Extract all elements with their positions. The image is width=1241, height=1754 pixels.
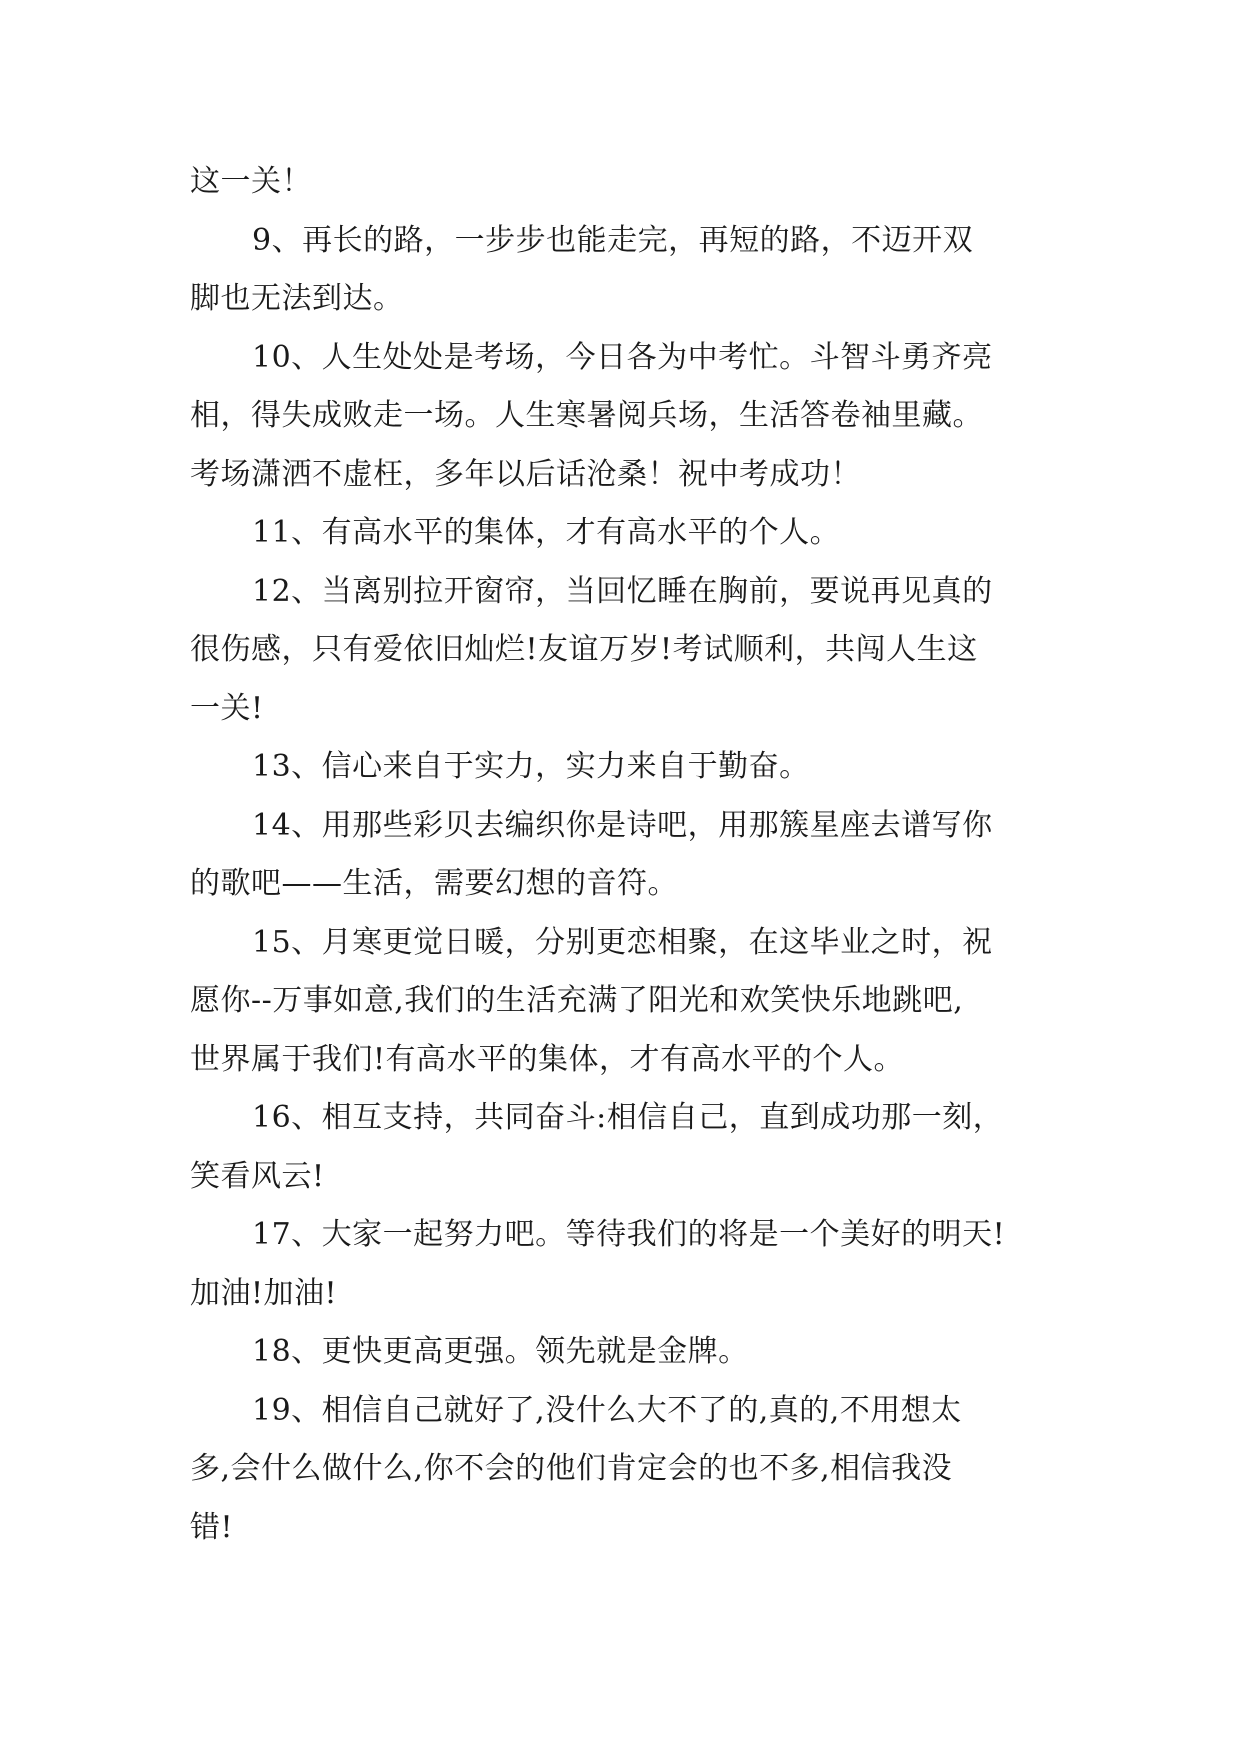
text-line: 17、大家一起努力吧。等待我们的将是一个美好的明天! [252,1217,1006,1252]
text-line: 13、信心来自于实力，实力来自于勤奋。 [252,749,810,784]
text-line: 16、相互支持，共同奋斗:相信自己，直到成功那一刻， [252,1100,1004,1135]
text-line: 加油!加油! [190,1275,338,1311]
text-line: 一关! [190,690,264,726]
text-line: 多,会什么做什么,你不会的他们肯定会的也不多,相信我没 [190,1451,953,1486]
text-line: 错! [190,1509,234,1545]
text-line: 愿你--万事如意,我们的生活充满了阳光和欢笑快乐地跳吧, [190,983,964,1018]
text-line: 18、更快更高更强。领先就是金牌。 [252,1334,749,1369]
text-line: 很伤感，只有爱依旧灿烂!友谊万岁!考试顺利，共闯人生这 [190,632,978,667]
document-body [190,153,1070,1557]
text-line: 考场潇洒不虚枉，多年以后话沧桑！祝中考成功！ [190,456,861,492]
text-line: 的歌吧——生活，需要幻想的音符。 [190,866,678,901]
text-line: 脚也无法到达。 [190,281,404,316]
text-line: 19、相信自己就好了,没什么大不了的,真的,不用想太 [252,1392,962,1428]
text-line: 15、月寒更觉日暖，分别更恋相聚，在这毕业之时，祝 [252,924,993,960]
text-line: 11、有高水平的集体，才有高水平的个人。 [252,515,841,550]
text-line: 10、人生处处是考场，今日各为中考忙。斗智斗勇齐亮 [252,339,993,375]
text-line: 9、再长的路，一步步也能走完，再短的路，不迈开双 [252,222,974,258]
text-line: 笑看风云! [190,1158,325,1194]
text-line: 相，得失成败走一场。人生寒暑阅兵场，生活答卷袖里藏。 [190,398,983,433]
text-line: 12、当离别拉开窗帘，当回忆睡在胸前，要说再见真的 [252,573,993,609]
text-line: 这一关！ [190,164,312,199]
text-line: 世界属于我们!有高水平的集体，才有高水平的个人。 [190,1041,905,1077]
text-line: 14、用那些彩贝去编织你是诗吧，用那簇星座去谱写你 [252,807,993,843]
